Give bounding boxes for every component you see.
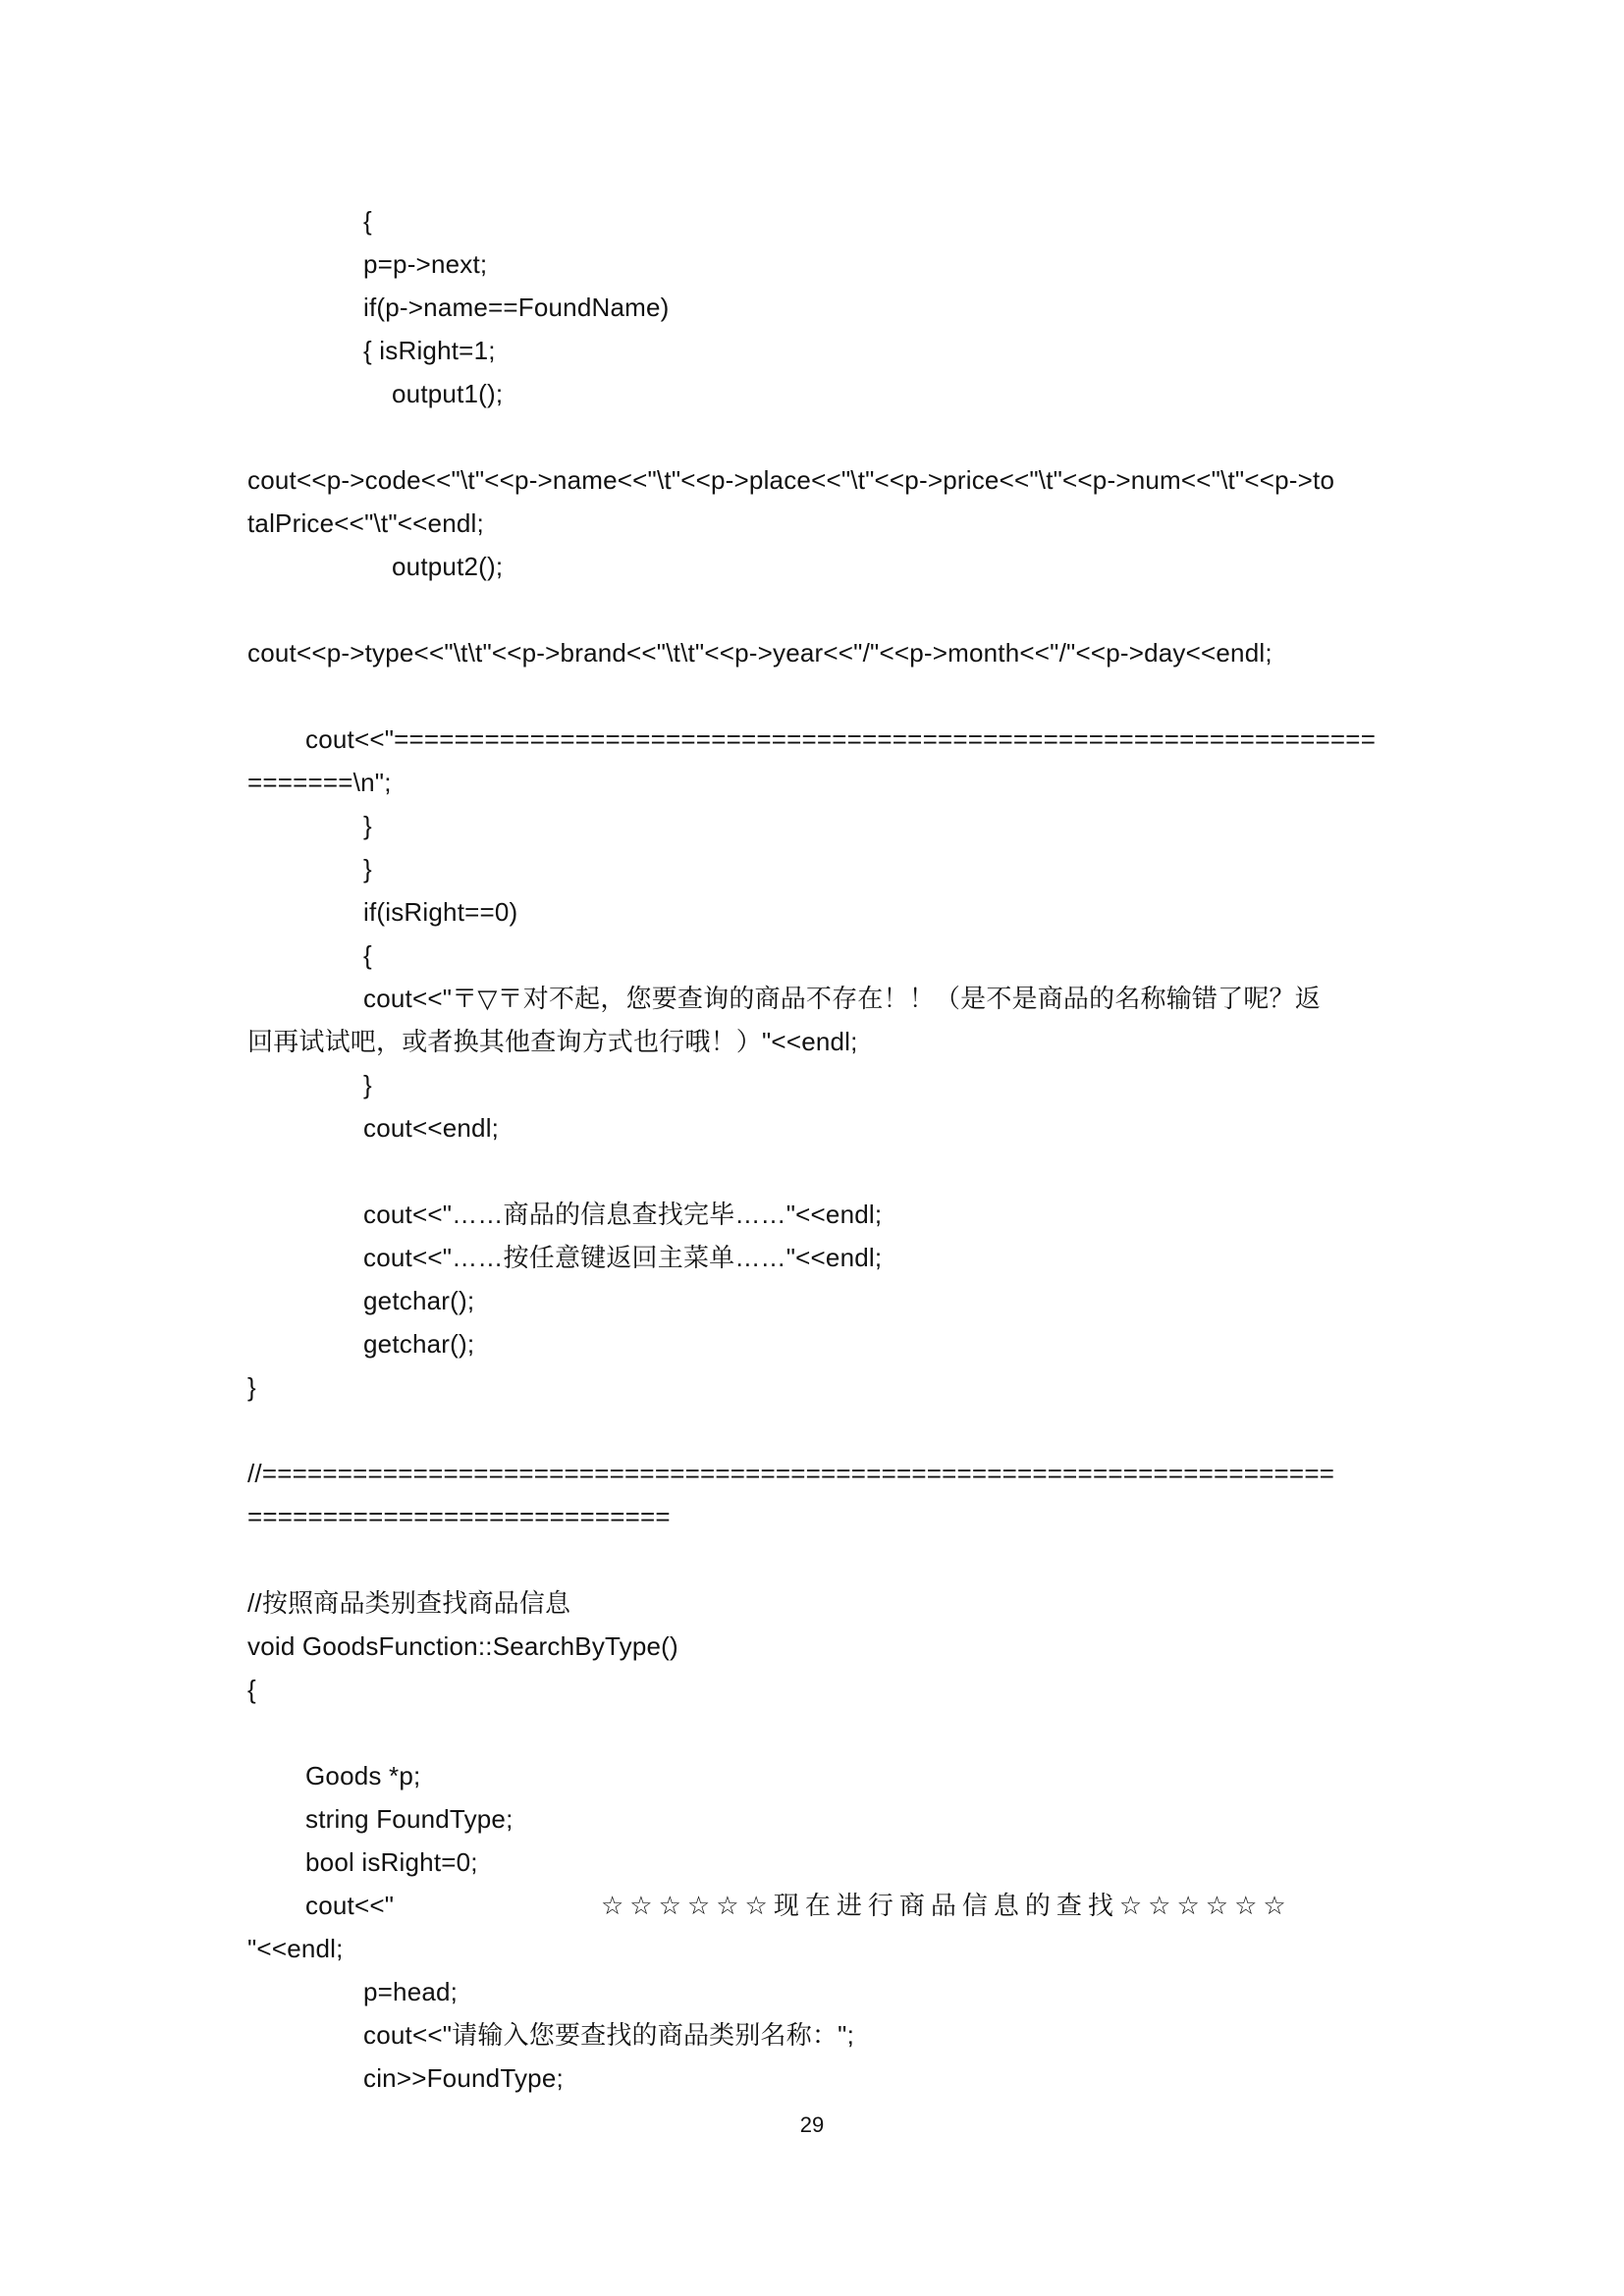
separator-comment-line: //=======================================================================	[247, 1459, 1335, 1488]
code-line: cin>>FoundType;	[363, 2063, 564, 2093]
code-line: }	[247, 1372, 256, 1402]
code-line: cout<<"=================================================================	[305, 724, 1377, 754]
code-line: cout<<"……按任意键返回主菜单……"<<endl;	[363, 1243, 883, 1272]
code-line: getchar();	[363, 1286, 475, 1315]
code-line: cout<<"〒▽〒对不起，您要查询的商品不存在！！（是不是商品的名称输错了呢？返	[363, 984, 1321, 1013]
separator-comment-line: ============================	[247, 1502, 671, 1531]
code-line: Goods *p;	[305, 1761, 421, 1790]
code-line: { isRight=1;	[363, 336, 496, 365]
code-line: {	[363, 206, 372, 236]
code-line: if(isRight==0)	[363, 897, 518, 927]
function-signature: void GoodsFunction::SearchByType()	[247, 1631, 678, 1661]
comment-line: //按照商品类别查找商品信息	[247, 1588, 571, 1618]
code-line: p=p->next;	[363, 249, 488, 279]
code-line: cout<<"请输入您要查找的商品类别名称：";	[363, 2020, 854, 2050]
code-line: if(p->name==FoundName)	[363, 293, 670, 322]
code-line: =======\n";	[247, 768, 392, 797]
page-number: 29	[799, 2112, 825, 2137]
code-line: talPrice<<"\t"<<endl;	[247, 508, 484, 538]
code-line: }	[363, 1070, 372, 1099]
code-line: }	[363, 811, 372, 840]
code-line: getchar();	[363, 1329, 475, 1359]
code-line: output2();	[392, 552, 504, 581]
code-line: cout<<endl;	[363, 1113, 500, 1143]
code-line: {	[247, 1675, 256, 1704]
code-line: 回再试试吧，或者换其他查询方式也行哦！）"<<endl;	[247, 1027, 858, 1056]
code-line: cout<<"	[305, 1891, 395, 1920]
code-line-stars-text: ☆☆☆☆☆☆现在进行商品信息的查找☆☆☆☆☆☆	[601, 1891, 1292, 1920]
code-line: string FoundType;	[305, 1804, 514, 1834]
code-line: "<<endl;	[247, 1934, 344, 1963]
code-line: output1();	[392, 379, 504, 408]
code-line: cout<<p->code<<"\t"<<p->name<<"\t"<<p->place<<"\t"<<p->price<<"\t"<<p->num<<"\t"<<p->to	[247, 465, 1335, 495]
code-line: }	[363, 854, 372, 883]
code-line: p=head;	[363, 1977, 459, 2006]
code-line: cout<<"……商品的信息查找完毕……"<<endl;	[363, 1200, 883, 1229]
code-line: {	[363, 940, 372, 970]
code-line: bool isRight=0;	[305, 1847, 478, 1877]
code-line: cout<<p->type<<"\t\t"<<p->brand<<"\t\t"<<p->year<<"/"<<p->month<<"/"<<p->day<<endl;	[247, 638, 1272, 667]
